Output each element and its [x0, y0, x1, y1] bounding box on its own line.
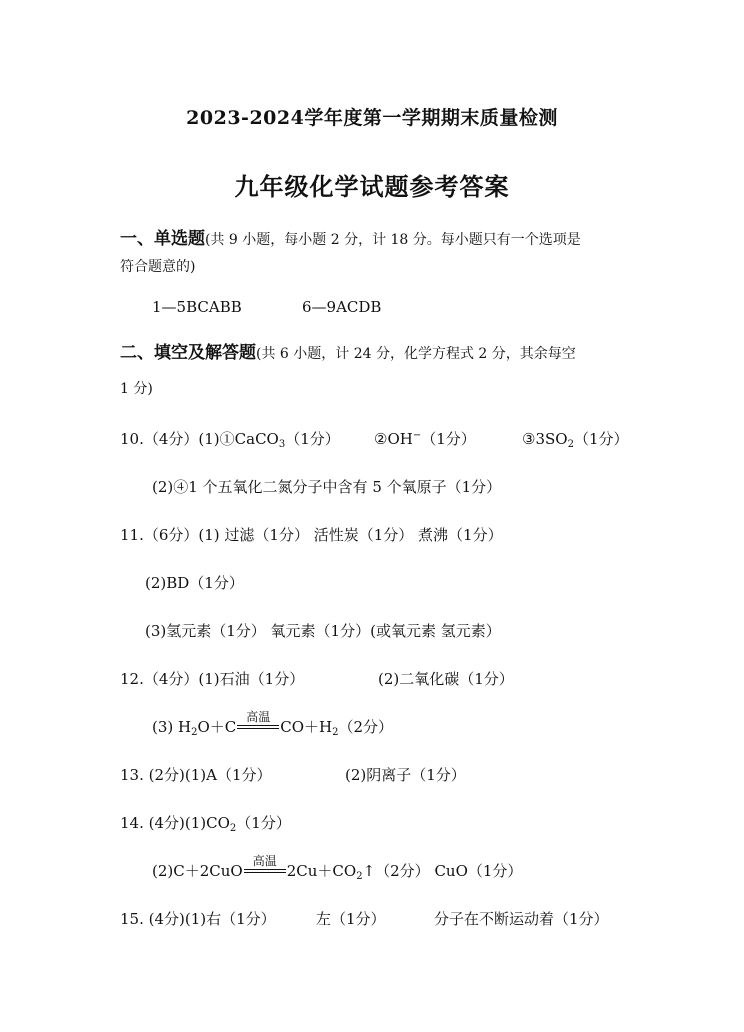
q14-eq-rhs-b: ↑（2分） CuO（1分） — [362, 862, 523, 880]
q12-eq-lhs-a: (3) H — [152, 718, 192, 736]
q14-eq-lhs: (2)C＋2CuO — [152, 862, 243, 880]
q10-sup: − — [412, 430, 422, 441]
section1-answers-a: 1—5BCABB — [152, 298, 242, 316]
q14-reaction-condition — [244, 854, 286, 881]
q12-condition-text: 高温 — [246, 710, 271, 724]
q14-equation — [152, 854, 523, 882]
q15-part1: 15. (4分)(1)右（1分） — [120, 910, 276, 928]
section2-heading-line — [120, 343, 576, 364]
section2-heading: 二、填空及解答题 — [120, 343, 256, 363]
q10-p2: （1分） — [421, 430, 476, 448]
q14-eq-rhs-sub: 2 — [356, 871, 363, 882]
section2-note-a: (共 6 小题，计 24 分，化学方程式 2 分，其余每空 — [256, 346, 576, 362]
q10-p3: （1分） — [573, 430, 629, 448]
section2-note-b: 1 分) — [120, 381, 153, 397]
q14-line1 — [120, 813, 291, 833]
q13-part1: 13. (2分)(1)A（1分） — [120, 766, 272, 784]
equals-bar-top — [244, 869, 286, 870]
q10-prefix: 10.（4分）(1)①CaCO — [120, 430, 279, 448]
q12-eq-rhs-sub: 2 — [332, 727, 339, 738]
q13-part2: (2)阴离子（1分） — [345, 766, 466, 784]
section1-heading-line — [120, 229, 581, 250]
q14-line1-sub: 2 — [229, 823, 237, 834]
q10-sub1: 3 — [278, 439, 286, 450]
document-subtitle: 九年级化学试题参考答案 — [234, 172, 510, 201]
document-title: 2023-2024学年度第一学期期末质量检测 — [186, 107, 558, 129]
q11-line2: (2)BD（1分） — [145, 574, 244, 592]
section1-heading: 一、单选题 — [120, 229, 205, 249]
q15-part2: 左（1分） — [316, 910, 386, 928]
q10-line2: (2)④1 个五氧化二氮分子中含有 5 个氧原子（1分） — [152, 478, 502, 496]
q12-part2: (2)二氧化碳（1分） — [378, 670, 514, 688]
q12-equation — [152, 710, 394, 738]
q12-eq-lhs-sub: 2 — [191, 727, 198, 738]
q10-p1: （1分） — [285, 430, 340, 448]
equals-bar-top — [237, 725, 279, 726]
q10-answer3 — [522, 429, 629, 449]
q10-a2: ②OH — [374, 430, 413, 448]
q10-a3: ③3SO — [522, 430, 568, 448]
section1-note-b: 符合题意的) — [120, 259, 196, 275]
q12-reaction-condition — [237, 710, 279, 737]
section1-answers-b: 6—9ACDB — [302, 298, 382, 316]
q10-sub3: 2 — [567, 439, 574, 450]
q10-line1 — [120, 429, 340, 449]
q12-eq-rhs-a: CO＋H — [280, 718, 333, 736]
section1-note-a: (共 9 小题，每小题 2 分，计 18 分。每小题只有一个选项是 — [205, 232, 581, 248]
q11-line3: (3)氢元素（1分） 氧元素（1分）(或氧元素 氢元素） — [145, 622, 501, 640]
q14-line1-a: 14. (4分)(1)CO — [120, 814, 230, 832]
q15-part3: 分子在不断运动着（1分） — [434, 910, 609, 928]
equals-bar-bottom — [244, 872, 286, 873]
equals-bar-bottom — [237, 728, 279, 729]
q11-line1: 11.（6分）(1) 过滤（1分） 活性炭（1分） 煮沸（1分） — [120, 526, 503, 544]
q14-condition-text: 高温 — [252, 854, 277, 868]
q14-eq-rhs-a: 2Cu＋CO — [286, 862, 357, 880]
q12-eq-lhs-b: O＋C — [197, 718, 237, 736]
q14-line1-b: （1分） — [236, 814, 291, 832]
q12-eq-score: （2分） — [338, 718, 394, 736]
q10-answer2 — [374, 429, 476, 449]
q12-part1: 12.（4分）(1)石油（1分） — [120, 670, 305, 688]
